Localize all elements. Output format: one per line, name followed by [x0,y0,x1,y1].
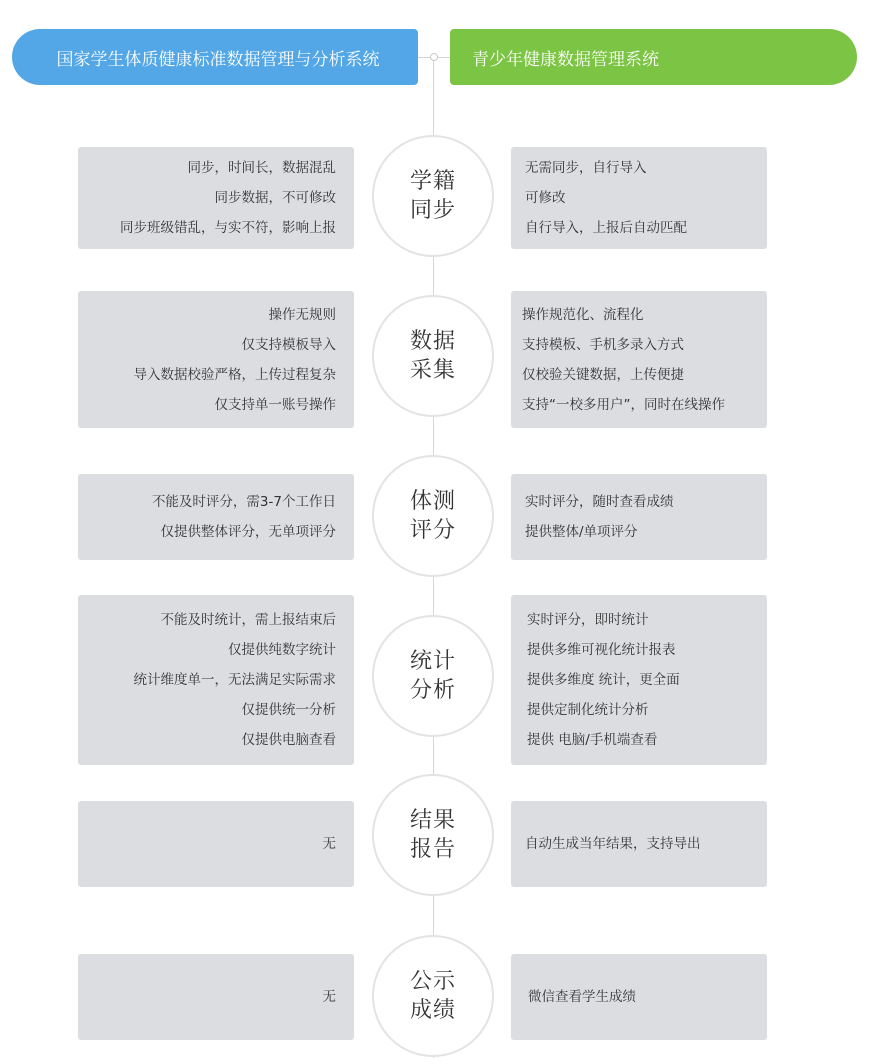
left-item: 无 [322,836,336,852]
category-label-line: 同步 [409,198,456,223]
left-item: 仅提供整体评分，无单项评分 [160,524,336,540]
right-item: 无需同步，自行导入 [525,160,647,176]
category-circle-test-scoring [372,455,494,577]
header-left-system-title: 国家学生体质健康标准数据管理与分析系统 [12,29,418,85]
row-result-report-right-box [511,801,767,887]
row-data-collection-left-box [78,291,354,428]
category-circle-data-collection [372,295,494,417]
left-item: 同步班级错乱，与实不符，影响上报 [120,220,336,236]
right-item: 实时评分，即时统计 [527,612,649,628]
category-label-line: 公示 [409,969,456,994]
row-statistics-right-box [511,595,767,765]
right-item: 支持“一校多用户”，同时在线操作 [522,396,725,413]
right-item: 提供整体/单项评分 [525,524,638,540]
left-item: 不能及时统计，需上报结束后 [160,612,336,628]
category-circle-statistics [372,615,494,737]
row-test-scoring-right-box [511,474,767,560]
row-statistics-left-box [78,595,354,765]
category-circle-result-report [372,774,494,896]
category-label-line: 评分 [409,518,456,543]
left-item: 不能及时评分，需3-7个工作日 [151,494,336,510]
left-item: 同步，时间长，数据混乱 [187,160,336,176]
right-item: 实时评分，随时查看成绩 [525,494,674,510]
category-label-line: 学籍 [409,169,456,194]
category-label-line: 统计 [409,649,456,674]
header-right-system-title: 青少年健康数据管理系统 [450,29,857,85]
row-student-sync-right-box [511,147,767,249]
row-student-sync-left-box [78,147,354,249]
row-test-scoring-left-box [78,474,354,560]
right-item: 操作规范化、流程化 [522,306,644,323]
left-item: 仅提供纯数字统计 [228,642,336,658]
category-label-line: 分析 [409,678,456,703]
right-item: 提供多维可视化统计报表 [527,642,676,658]
category-circle-publish-scores [372,935,494,1057]
right-item: 可修改 [525,190,566,206]
category-label-line: 采集 [409,358,456,383]
row-result-report-left-box [78,801,354,887]
right-item: 自行导入，上报后自动匹配 [525,220,687,236]
category-label-line: 体测 [409,489,456,514]
left-item: 同步数据，不可修改 [214,190,336,206]
row-publish-scores-right-box [511,954,767,1040]
right-item: 仅校验关键数据，上传便捷 [522,366,684,383]
left-item: 仅支持单一账号操作 [214,396,336,413]
left-item: 统计维度单一，无法满足实际需求 [133,672,336,688]
right-item: 提供定制化统计分析 [527,702,649,718]
right-item: 自动生成当年结果，支持导出 [525,836,701,852]
left-item: 仅提供统一分析 [241,702,336,718]
left-item: 仅提供电脑查看 [241,732,336,748]
category-label-line: 成绩 [409,998,456,1023]
left-item: 仅支持模板导入 [241,336,336,353]
right-item: 支持模板、手机多录入方式 [522,336,684,353]
category-label-line: 结果 [409,808,456,833]
category-label-line: 数据 [409,329,456,354]
row-data-collection-right-box [511,291,767,428]
left-item: 无 [322,989,336,1005]
left-item: 导入数据校验严格，上传过程复杂 [133,366,336,383]
header-connector-dot [430,53,438,61]
right-item: 提供多维度 统计，更全面 [527,672,680,688]
category-circle-student-sync [372,135,494,257]
right-item: 微信查看学生成绩 [528,989,636,1005]
left-item: 操作无规则 [268,306,336,323]
category-label-line: 报告 [409,837,456,862]
right-item: 提供 电脑/手机端查看 [527,732,658,748]
row-publish-scores-left-box [78,954,354,1040]
